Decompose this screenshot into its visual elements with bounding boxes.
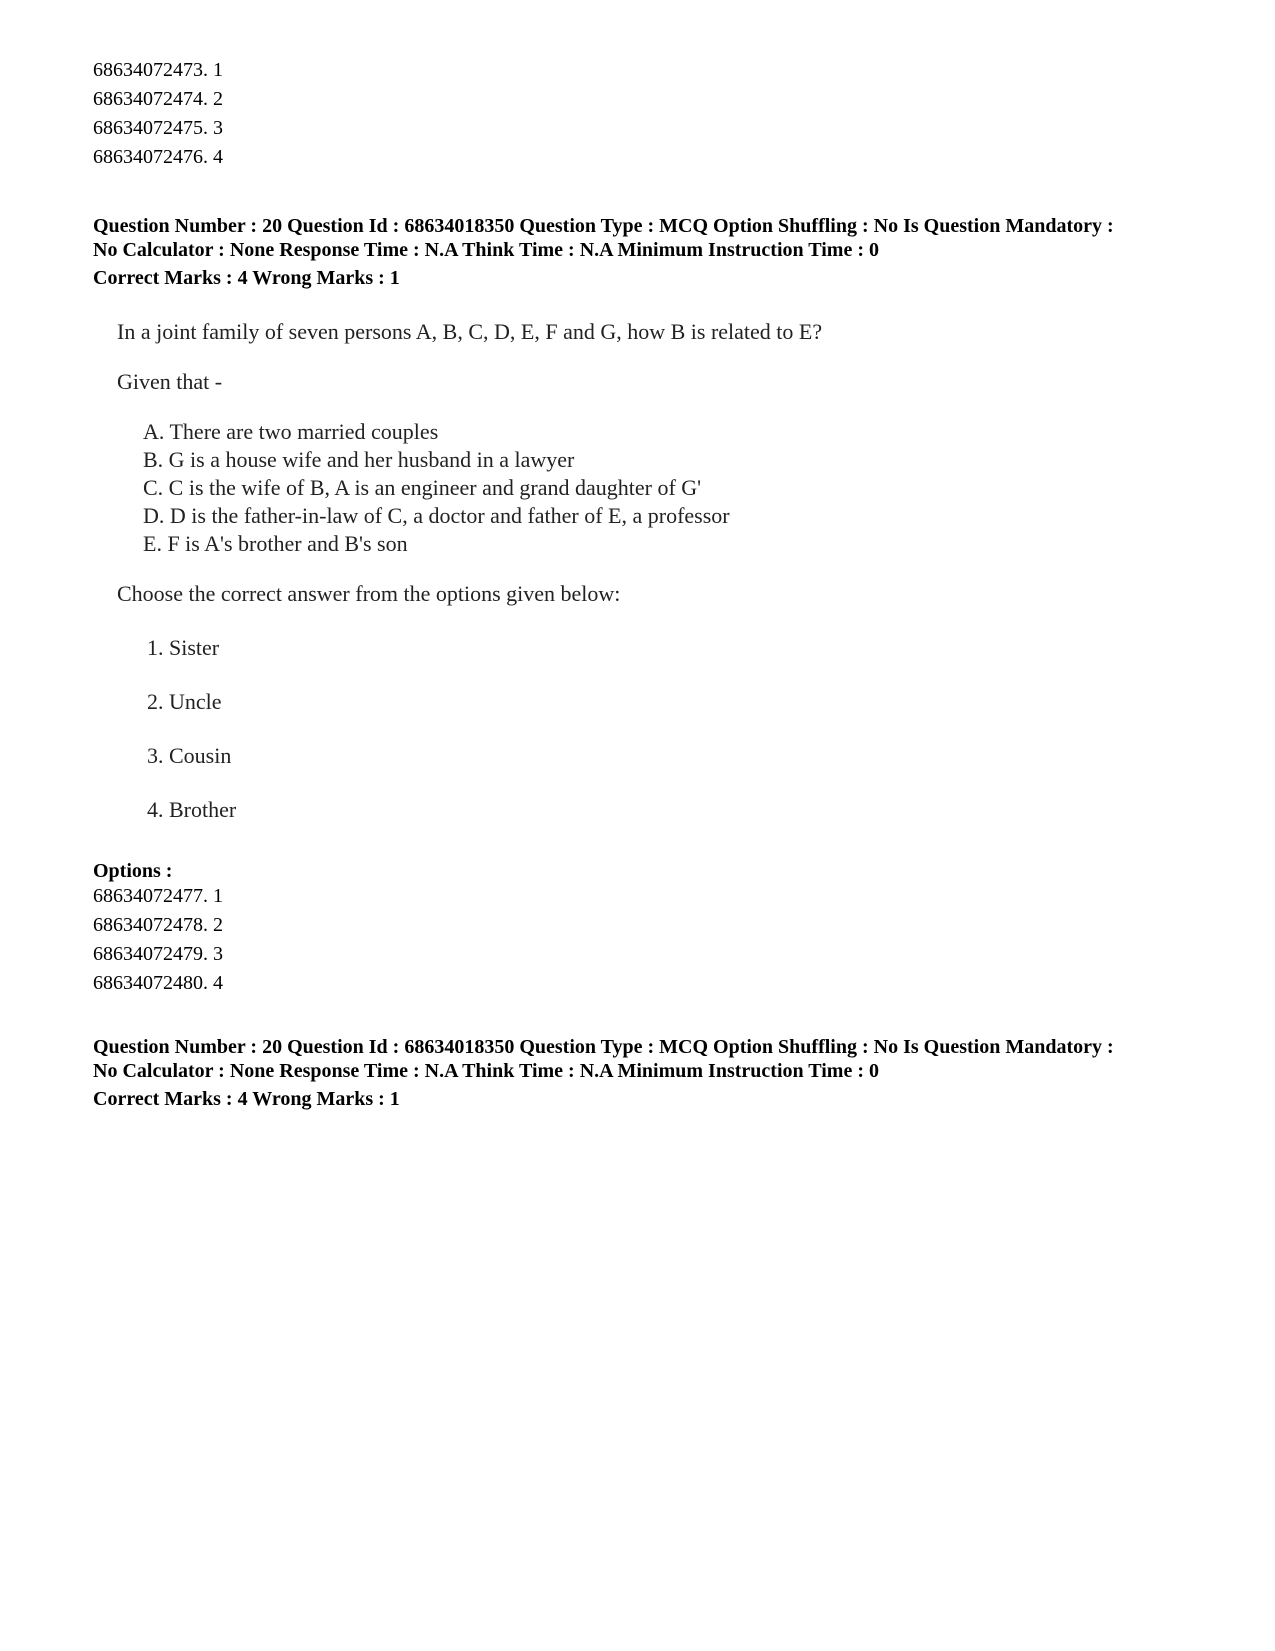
option-item: 68634072480. 4 [93, 972, 223, 994]
conditions-list [117, 418, 917, 558]
options-label: Options : [93, 860, 173, 882]
question-header-line2: No Calculator : None Response Time : N.A Think Time : N.A Minimum Instruction Time : 0 [93, 1060, 879, 1082]
option-item: 68634072477. 1 [93, 885, 223, 907]
answer-choice: 2. Uncle [147, 689, 222, 714]
answer-choice: 3. Cousin [147, 743, 232, 768]
answer-choices [117, 634, 917, 824]
question-header-line2: No Calculator : None Response Time : N.A Think Time : N.A Minimum Instruction Time : 0 [93, 239, 879, 261]
question-header [93, 1035, 1213, 1111]
given-label: Given that - [117, 369, 223, 394]
option-item: 68634072474. 2 [93, 88, 223, 110]
condition-item: A. There are two married couples [143, 419, 439, 444]
condition-item: C. C is the wife of B, A is an engineer and grand daughter of G' [143, 475, 702, 500]
question-marks: Correct Marks : 4 Wrong Marks : 1 [93, 267, 400, 289]
question-header-line1: Question Number : 20 Question Id : 68634018350 Question Type : MCQ Option Shuffling : No Is Question Mandatory : [93, 215, 1114, 237]
question-stem: In a joint family of seven persons A, B, C, D, E, F and G, how B is related to E? [117, 319, 823, 344]
question-header [93, 214, 1213, 290]
answer-choice: 4. Brother [147, 797, 237, 822]
question-marks: Correct Marks : 4 Wrong Marks : 1 [93, 1088, 400, 1110]
option-item: 68634072479. 3 [93, 943, 223, 965]
question-header-line1: Question Number : 20 Question Id : 68634018350 Question Type : MCQ Option Shuffling : No Is Question Mandatory : [93, 1036, 1114, 1058]
choose-instruction: Choose the correct answer from the options given below: [117, 581, 621, 606]
answer-choice: 1. Sister [147, 635, 220, 660]
option-item: 68634072478. 2 [93, 914, 223, 936]
condition-item: B. G is a house wife and her husband in a lawyer [143, 447, 575, 472]
condition-item: E. F is A's brother and B's son [143, 531, 408, 556]
options-list [93, 882, 223, 998]
condition-item: D. D is the father-in-law of C, a doctor and father of E, a professor [143, 503, 730, 528]
option-item: 68634072475. 3 [93, 117, 223, 139]
question-body [117, 318, 917, 850]
option-item: 68634072476. 4 [93, 146, 223, 168]
previous-options-list [93, 56, 223, 172]
option-item: 68634072473. 1 [93, 59, 223, 81]
